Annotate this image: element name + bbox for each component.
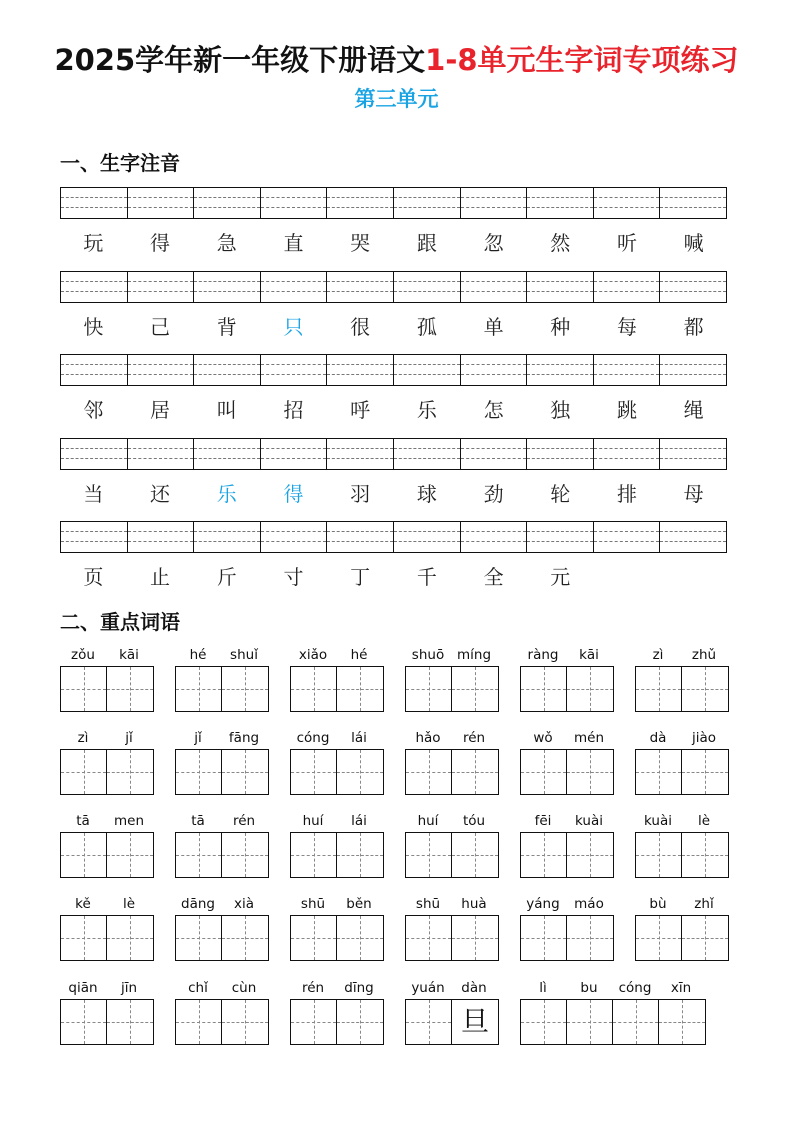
tianzige-boxes[interactable]: [290, 999, 384, 1045]
pinyin-cell[interactable]: [527, 522, 594, 552]
pinyin-syllable: zhǐ: [694, 896, 714, 912]
pinyin-syllable: lái: [351, 813, 367, 829]
pinyin-syllable: huí: [417, 813, 439, 829]
pinyin-cell[interactable]: [327, 272, 394, 302]
character: [594, 559, 661, 595]
character: 然: [550, 231, 571, 255]
tianzige-box[interactable]: [107, 1000, 153, 1044]
pinyin-syllable: ràng: [527, 647, 559, 663]
pinyin-syllable: tā: [76, 813, 90, 829]
pinyin-cell[interactable]: [61, 355, 128, 385]
tianzige-box[interactable]: [107, 750, 153, 794]
character: 直: [283, 231, 304, 255]
character: 每: [616, 314, 637, 339]
tianzige-box[interactable]: [337, 667, 383, 711]
character: 喊: [683, 231, 704, 255]
pinyin-cell[interactable]: [261, 272, 328, 302]
character-row: [60, 392, 727, 428]
pinyin-syllable: tóu: [462, 813, 486, 829]
pinyin-cell[interactable]: [594, 272, 661, 302]
pinyin-cell[interactable]: [128, 355, 195, 385]
character: 寸: [283, 565, 304, 589]
character: 排: [616, 481, 637, 506]
pinyin-syllable: cùn: [231, 980, 257, 996]
pinyin-cell[interactable]: [327, 188, 394, 218]
tianzige-boxes[interactable]: [520, 666, 614, 712]
pinyin-cell[interactable]: [128, 188, 195, 218]
pinyin-writing-row[interactable]: [60, 521, 727, 553]
tianzige-boxes[interactable]: [175, 749, 269, 795]
pinyin-cell[interactable]: [394, 522, 461, 552]
tianzige-boxes[interactable]: [405, 749, 499, 795]
pinyin-cell[interactable]: [128, 272, 195, 302]
character: 哭: [350, 231, 371, 255]
pinyin-cell[interactable]: [461, 439, 528, 469]
tianzige-box[interactable]: [176, 916, 222, 960]
pinyin-cell[interactable]: [660, 188, 726, 218]
pinyin-cell[interactable]: [327, 522, 394, 552]
tianzige-box[interactable]: [222, 667, 268, 711]
tianzige-boxes[interactable]: [290, 749, 384, 795]
tianzige-boxes[interactable]: [290, 666, 384, 712]
character: 轮: [550, 481, 571, 506]
tianzige-box[interactable]: [521, 667, 567, 711]
tianzige-box[interactable]: [452, 833, 498, 877]
tianzige-box[interactable]: [636, 833, 682, 877]
tianzige-box[interactable]: [521, 916, 567, 960]
character: 乐: [216, 481, 237, 506]
unit-subtitle: 第三单元: [354, 87, 439, 111]
pinyin-syllable: dà: [649, 730, 667, 746]
character: 跳: [616, 398, 637, 422]
pinyin-syllable: dāng: [181, 896, 215, 912]
pinyin-cell[interactable]: [394, 272, 461, 302]
tianzige-box[interactable]: [291, 833, 337, 877]
tianzige-box[interactable]: [682, 667, 728, 711]
pinyin-cell[interactable]: [394, 355, 461, 385]
character: 听: [616, 231, 637, 255]
tianzige-box[interactable]: [176, 750, 222, 794]
tianzige-boxes[interactable]: [60, 749, 154, 795]
pinyin-syllable: jǐ: [194, 730, 202, 746]
tianzige-box[interactable]: [452, 1000, 498, 1044]
pinyin-syllable: rén: [462, 730, 486, 746]
pinyin-cell[interactable]: [527, 188, 594, 218]
pinyin-syllable: zì: [652, 647, 664, 663]
tianzige-boxes[interactable]: [175, 915, 269, 961]
pinyin-cell[interactable]: [527, 355, 594, 385]
character: 叫: [216, 398, 237, 422]
tianzige-box[interactable]: [222, 750, 268, 794]
character: 招: [283, 398, 304, 422]
pinyin-syllable: mén: [573, 730, 604, 746]
pinyin-cell[interactable]: [594, 188, 661, 218]
character: 乐: [416, 398, 437, 422]
tianzige-box[interactable]: [452, 750, 498, 794]
pinyin-syllable: máo: [574, 896, 604, 912]
tianzige-boxes[interactable]: [520, 832, 614, 878]
tianzige-box[interactable]: [61, 916, 107, 960]
pinyin-syllable: shuō: [411, 647, 445, 663]
pinyin-syllable: tā: [191, 813, 205, 829]
tianzige-box[interactable]: [682, 916, 728, 960]
pinyin-syllable: dīng: [344, 980, 374, 996]
tianzige-box[interactable]: [613, 1000, 659, 1044]
character-row: [60, 559, 727, 595]
character: 球: [416, 481, 437, 506]
tianzige-box[interactable]: [406, 833, 452, 877]
character-row: [60, 476, 727, 512]
character: 忽: [483, 231, 504, 255]
tianzige-box[interactable]: [521, 1000, 567, 1044]
pinyin-cell[interactable]: [261, 439, 328, 469]
pinyin-syllable: xiǎo: [298, 647, 328, 663]
tianzige-boxes[interactable]: [405, 832, 499, 878]
pinyin-syllable: chǐ: [188, 980, 208, 996]
tianzige-box[interactable]: [291, 667, 337, 711]
tianzige-boxes[interactable]: [175, 999, 269, 1045]
tianzige-box[interactable]: [61, 1000, 107, 1044]
pinyin-cell[interactable]: [128, 522, 195, 552]
tianzige-box[interactable]: [61, 833, 107, 877]
pinyin-cell[interactable]: [394, 188, 461, 218]
tianzige-boxes[interactable]: [635, 749, 729, 795]
character: 都: [683, 314, 704, 339]
tianzige-box[interactable]: [521, 833, 567, 877]
pinyin-syllable: kāi: [579, 647, 599, 663]
pinyin-syllable: shuǐ: [230, 647, 258, 663]
pinyin-syllable: fēi: [534, 813, 552, 829]
pinyin-cell[interactable]: [261, 188, 328, 218]
tianzige-boxes[interactable]: [60, 915, 154, 961]
tianzige-box[interactable]: [337, 750, 383, 794]
pinyin-syllable: lái: [351, 730, 367, 746]
tianzige-box[interactable]: [659, 1000, 705, 1044]
tianzige-box[interactable]: [222, 833, 268, 877]
pinyin-syllable: hé: [350, 647, 368, 663]
character: 千: [416, 565, 437, 589]
pinyin-syllable: hǎo: [415, 730, 441, 746]
pinyin-cell[interactable]: [461, 272, 528, 302]
pinyin-syllable: kuài: [575, 813, 603, 829]
character: 独: [550, 398, 571, 422]
pinyin-cell[interactable]: [660, 522, 726, 552]
pinyin-syllable: yuán: [411, 980, 445, 996]
character: 只: [283, 314, 304, 339]
tianzige-box[interactable]: [61, 667, 107, 711]
character: 元: [550, 565, 571, 589]
title-main: 2025学年新一年级下册语文: [54, 43, 426, 77]
tianzige-box[interactable]: [337, 916, 383, 960]
pinyin-cell[interactable]: [594, 439, 661, 469]
character: 止: [150, 565, 171, 589]
tianzige-boxes[interactable]: [635, 832, 729, 878]
pinyin-syllable: zǒu: [71, 647, 95, 663]
pinyin-cell[interactable]: [527, 272, 594, 302]
tianzige-boxes[interactable]: [405, 915, 499, 961]
tianzige-boxes[interactable]: [175, 666, 269, 712]
pinyin-syllable: shū: [300, 896, 326, 912]
pinyin-syllable: lè: [697, 813, 711, 829]
character: 急: [216, 231, 237, 255]
character: 怎: [483, 398, 504, 422]
tianzige-box[interactable]: [291, 1000, 337, 1044]
tianzige-box[interactable]: [61, 750, 107, 794]
tianzige-boxes[interactable]: [290, 832, 384, 878]
pinyin-cell[interactable]: [327, 355, 394, 385]
tianzige-box[interactable]: [636, 750, 682, 794]
pinyin-cell[interactable]: [594, 355, 661, 385]
pinyin-syllable: bu: [580, 980, 598, 996]
tianzige-box[interactable]: [636, 667, 682, 711]
pinyin-syllable: dàn: [461, 980, 487, 996]
pinyin-syllable: kuài: [644, 813, 672, 829]
pinyin-syllable: yáng: [526, 896, 560, 912]
title-highlight: 1-8单元生字词专项练习: [425, 43, 739, 77]
tianzige-box[interactable]: [107, 833, 153, 877]
pinyin-syllable: bù: [649, 896, 667, 912]
character: 得: [150, 231, 171, 255]
pinyin-syllable: běn: [346, 896, 372, 912]
character: 背: [216, 314, 237, 339]
character: 母: [683, 481, 704, 506]
character: 玩: [83, 231, 104, 255]
character: 斤: [216, 565, 237, 589]
filled-character: 旦: [452, 1000, 498, 1044]
tianzige-box[interactable]: [337, 833, 383, 877]
pinyin-syllable: jiào: [691, 730, 717, 746]
pinyin-writing-row[interactable]: [60, 438, 727, 470]
pinyin-cell[interactable]: [61, 188, 128, 218]
tianzige-box[interactable]: [452, 916, 498, 960]
pinyin-syllable: cóng: [618, 980, 652, 996]
tianzige-boxes[interactable]: [635, 666, 729, 712]
tianzige-box[interactable]: [636, 916, 682, 960]
tianzige-boxes[interactable]: [60, 832, 154, 878]
pinyin-syllable: jǐ: [125, 730, 133, 746]
pinyin-cell[interactable]: [194, 439, 261, 469]
tianzige-box[interactable]: [567, 833, 613, 877]
pinyin-cell[interactable]: [660, 439, 726, 469]
pinyin-syllable: lì: [539, 980, 547, 996]
pinyin-cell[interactable]: [128, 439, 195, 469]
pinyin-syllable: huí: [302, 813, 324, 829]
page-title: [0, 38, 793, 82]
pinyin-syllable: qiān: [68, 980, 98, 996]
character: 己: [150, 314, 171, 339]
character: 全: [483, 565, 504, 589]
character-row: [60, 309, 727, 345]
pinyin-cell[interactable]: [461, 188, 528, 218]
tianzige-box[interactable]: [291, 916, 337, 960]
pinyin-syllable: lè: [122, 896, 136, 912]
pinyin-cell[interactable]: [61, 522, 128, 552]
pinyin-cell[interactable]: [194, 272, 261, 302]
pinyin-syllable: fāng: [228, 730, 260, 746]
tianzige-boxes[interactable]: [520, 999, 706, 1045]
tianzige-box[interactable]: [107, 667, 153, 711]
tianzige-box[interactable]: [406, 916, 452, 960]
pinyin-writing-row[interactable]: [60, 187, 727, 219]
pinyin-syllable: huà: [461, 896, 487, 912]
tianzige-boxes[interactable]: [60, 999, 154, 1045]
tianzige-box[interactable]: [291, 750, 337, 794]
pinyin-cell[interactable]: [61, 439, 128, 469]
tianzige-box[interactable]: [682, 833, 728, 877]
tianzige-boxes[interactable]: [175, 832, 269, 878]
pinyin-cell[interactable]: [61, 272, 128, 302]
pinyin-syllable: shū: [415, 896, 441, 912]
character: 得: [283, 481, 304, 506]
character-row: [60, 225, 727, 261]
pinyin-cell[interactable]: [261, 522, 328, 552]
tianzige-box[interactable]: [222, 916, 268, 960]
pinyin-syllable: wǒ: [533, 730, 553, 746]
tianzige-box[interactable]: [222, 1000, 268, 1044]
character: 还: [150, 481, 171, 506]
pinyin-cell[interactable]: [461, 355, 528, 385]
pinyin-syllable: hé: [189, 647, 207, 663]
pinyin-syllable: xīn: [670, 980, 692, 996]
tianzige-box[interactable]: [107, 916, 153, 960]
tianzige-boxes[interactable]: [520, 915, 614, 961]
character: 孤: [416, 314, 437, 339]
character: 单: [483, 314, 504, 339]
character: 当: [83, 481, 104, 506]
character: 快: [83, 314, 104, 339]
character: 很: [350, 314, 371, 339]
section-heading-pinyin: 一、生字注音: [60, 151, 180, 175]
pinyin-syllable: zì: [77, 730, 89, 746]
pinyin-cell[interactable]: [527, 439, 594, 469]
character: 丁: [350, 565, 371, 589]
tianzige-box[interactable]: [406, 667, 452, 711]
character: [660, 559, 727, 595]
tianzige-boxes[interactable]: [405, 666, 499, 712]
pinyin-cell[interactable]: [261, 355, 328, 385]
pinyin-cell[interactable]: [394, 439, 461, 469]
tianzige-box[interactable]: [682, 750, 728, 794]
character: 邻: [83, 398, 104, 422]
pinyin-syllable: jīn: [120, 980, 138, 996]
tianzige-box[interactable]: [567, 1000, 613, 1044]
character: 居: [150, 398, 171, 422]
tianzige-boxes[interactable]: [60, 666, 154, 712]
pinyin-writing-row[interactable]: [60, 354, 727, 386]
pinyin-syllable: cóng: [296, 730, 330, 746]
pinyin-cell[interactable]: [660, 355, 726, 385]
character: 羽: [350, 481, 371, 506]
pinyin-cell[interactable]: [194, 355, 261, 385]
pinyin-syllable: rén: [301, 980, 325, 996]
pinyin-cell[interactable]: [327, 439, 394, 469]
pinyin-syllable: xià: [233, 896, 254, 912]
section-heading-words: 二、重点词语: [60, 610, 180, 634]
tianzige-boxes[interactable]: [405, 999, 499, 1045]
pinyin-syllable: míng: [456, 647, 492, 663]
tianzige-boxes[interactable]: [635, 915, 729, 961]
pinyin-cell[interactable]: [461, 522, 528, 552]
pinyin-syllable: rén: [232, 813, 256, 829]
tianzige-box[interactable]: [176, 833, 222, 877]
character: 种: [550, 314, 571, 339]
character: 劲: [483, 481, 504, 506]
tianzige-box[interactable]: [567, 667, 613, 711]
pinyin-syllable: kāi: [119, 647, 139, 663]
tianzige-box[interactable]: [337, 1000, 383, 1044]
pinyin-writing-row[interactable]: [60, 271, 727, 303]
tianzige-box[interactable]: [176, 667, 222, 711]
tianzige-box[interactable]: [567, 750, 613, 794]
pinyin-cell[interactable]: [594, 522, 661, 552]
pinyin-cell[interactable]: [660, 272, 726, 302]
pinyin-cell[interactable]: [194, 522, 261, 552]
tianzige-box[interactable]: [406, 1000, 452, 1044]
character: 绳: [683, 398, 704, 422]
tianzige-boxes[interactable]: [520, 749, 614, 795]
tianzige-box[interactable]: [567, 916, 613, 960]
tianzige-boxes[interactable]: [290, 915, 384, 961]
pinyin-syllable: zhǔ: [691, 647, 717, 663]
pinyin-syllable: men: [113, 813, 144, 829]
tianzige-box[interactable]: [176, 1000, 222, 1044]
tianzige-box[interactable]: [521, 750, 567, 794]
character: 呼: [350, 398, 371, 422]
pinyin-cell[interactable]: [194, 188, 261, 218]
tianzige-box[interactable]: [406, 750, 452, 794]
pinyin-syllable: kě: [75, 896, 91, 912]
character: 页: [83, 565, 104, 589]
tianzige-box[interactable]: [452, 667, 498, 711]
character: 跟: [416, 231, 437, 255]
